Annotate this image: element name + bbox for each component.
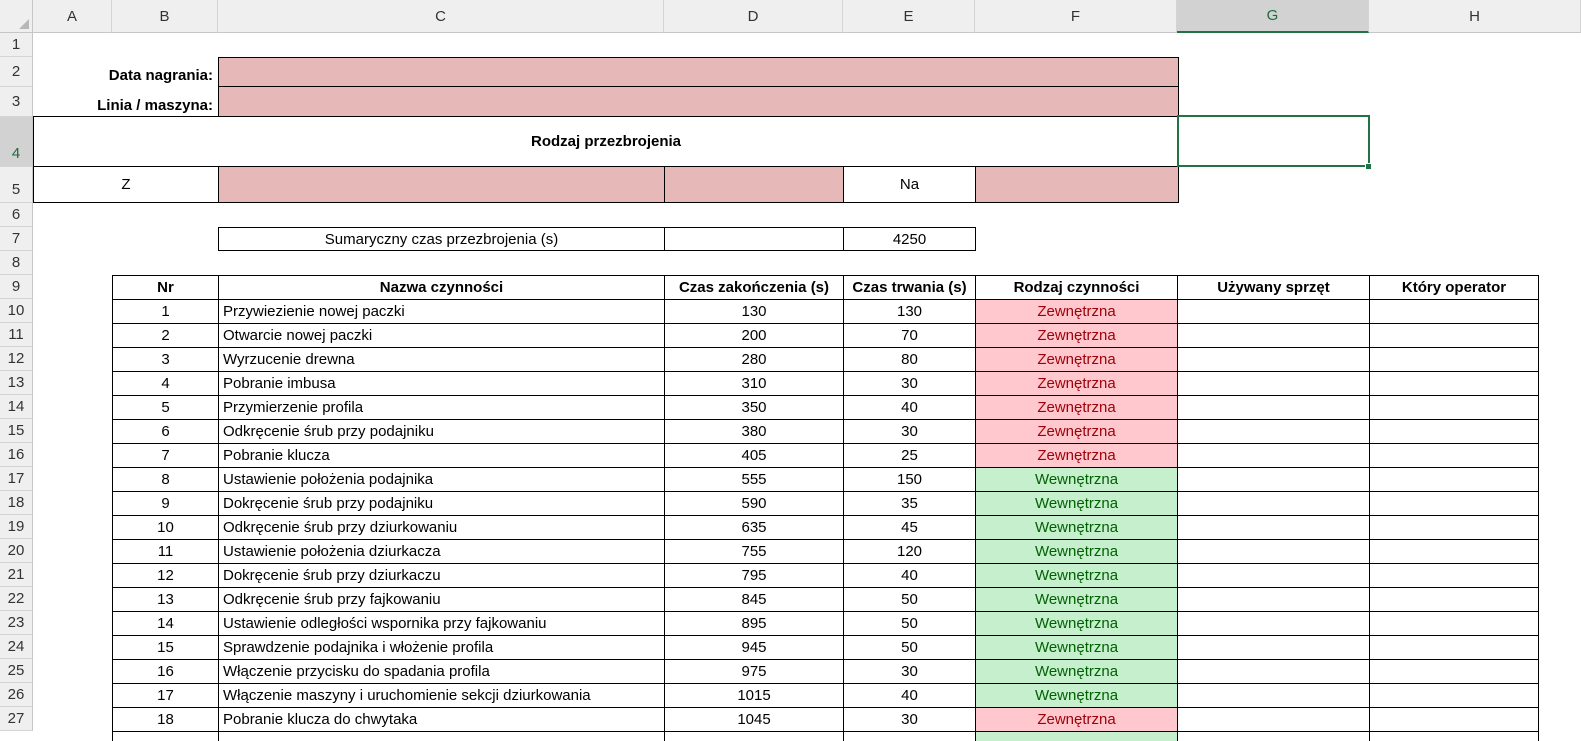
column-header-b[interactable]: B (112, 0, 218, 33)
row-header-10[interactable]: 10 (0, 299, 33, 323)
row-header-23[interactable]: 23 (0, 611, 33, 635)
summary-empty-cell[interactable] (664, 227, 844, 251)
column-header-g[interactable]: G (1177, 0, 1369, 33)
end-time[interactable]: 280 (664, 347, 844, 372)
activity-name[interactable]: Odkręcenie śrub przy podajniku (218, 419, 665, 444)
row-number[interactable]: 14 (112, 611, 219, 636)
table-row-partial[interactable] (218, 731, 665, 741)
row-header-2[interactable]: 2 (0, 57, 33, 87)
duration[interactable]: 40 (843, 563, 976, 588)
end-time[interactable]: 380 (664, 419, 844, 444)
row-number[interactable]: 6 (112, 419, 219, 444)
duration[interactable]: 50 (843, 611, 976, 636)
row-number[interactable]: 11 (112, 539, 219, 564)
equipment-cell[interactable] (1177, 395, 1370, 420)
end-time[interactable]: 845 (664, 587, 844, 612)
row-header-15[interactable]: 15 (0, 419, 33, 443)
row-header-11[interactable]: 11 (0, 323, 33, 347)
activity-type[interactable]: Wewnętrzna (975, 563, 1178, 588)
duration[interactable]: 70 (843, 323, 976, 348)
operator-cell[interactable] (1369, 347, 1539, 372)
row-number[interactable]: 3 (112, 347, 219, 372)
row-header-1[interactable]: 1 (0, 33, 33, 57)
equipment-cell[interactable] (1177, 635, 1370, 660)
from-input-cell[interactable] (218, 166, 665, 203)
operator-cell[interactable] (1369, 323, 1539, 348)
row-header-27[interactable]: 27 (0, 707, 33, 731)
operator-cell[interactable] (1369, 635, 1539, 660)
equipment-cell[interactable] (1177, 587, 1370, 612)
equipment-cell[interactable] (1177, 347, 1370, 372)
column-header-f[interactable]: F (975, 0, 1177, 33)
duration[interactable]: 50 (843, 635, 976, 660)
duration[interactable]: 150 (843, 467, 976, 492)
row-number[interactable]: 7 (112, 443, 219, 468)
equipment-cell[interactable] (1177, 707, 1370, 732)
end-time[interactable]: 350 (664, 395, 844, 420)
activity-type[interactable]: Zewnętrzna (975, 395, 1178, 420)
end-time[interactable]: 1015 (664, 683, 844, 708)
activity-name[interactable]: Ustawienie odległości wspornika przy fajkowaniu (218, 611, 665, 636)
row-number[interactable]: 8 (112, 467, 219, 492)
activity-name[interactable]: Odkręcenie śrub przy dziurkowaniu (218, 515, 665, 540)
duration[interactable]: 130 (843, 299, 976, 324)
equipment-cell[interactable] (1177, 443, 1370, 468)
operator-cell[interactable] (1369, 515, 1539, 540)
row-header-3[interactable]: 3 (0, 87, 33, 117)
activity-name[interactable]: Ustawienie położenia dziurkacza (218, 539, 665, 564)
equipment-cell[interactable] (1177, 515, 1370, 540)
activity-type[interactable]: Wewnętrzna (975, 611, 1178, 636)
table-header[interactable]: Używany sprzęt (1177, 275, 1370, 300)
row-number[interactable]: 17 (112, 683, 219, 708)
operator-cell[interactable] (1369, 299, 1539, 324)
from-extra-cell[interactable] (664, 166, 844, 203)
row-header-20[interactable]: 20 (0, 539, 33, 563)
table-header[interactable]: Nazwa czynności (218, 275, 665, 300)
row-header-7[interactable]: 7 (0, 227, 33, 251)
table-header[interactable]: Czas trwania (s) (843, 275, 976, 300)
row-header-18[interactable]: 18 (0, 491, 33, 515)
activity-type[interactable]: Wewnętrzna (975, 635, 1178, 660)
table-row-partial[interactable] (664, 731, 844, 741)
duration[interactable]: 40 (843, 395, 976, 420)
activity-name[interactable]: Pobranie imbusa (218, 371, 665, 396)
equipment-cell[interactable] (1177, 299, 1370, 324)
duration[interactable]: 50 (843, 587, 976, 612)
activity-name[interactable]: Włączenie maszyny i uruchomienie sekcji dziurkowania (218, 683, 665, 708)
summary-value[interactable]: 4250 (843, 227, 976, 251)
summary-label: Sumaryczny czas przezbrojenia (s) (218, 227, 665, 251)
row-number[interactable]: 5 (112, 395, 219, 420)
activity-type[interactable]: Wewnętrzna (975, 659, 1178, 684)
equipment-cell[interactable] (1177, 323, 1370, 348)
row-header-16[interactable]: 16 (0, 443, 33, 467)
table-row-partial[interactable] (1369, 731, 1539, 741)
duration[interactable]: 30 (843, 419, 976, 444)
activity-type[interactable]: Wewnętrzna (975, 539, 1178, 564)
row-number[interactable]: 15 (112, 635, 219, 660)
activity-type[interactable]: Wewnętrzna (975, 467, 1178, 492)
column-header-c[interactable]: C (218, 0, 664, 33)
activity-type[interactable]: Zewnętrzna (975, 419, 1178, 444)
row-header-21[interactable]: 21 (0, 563, 33, 587)
equipment-cell[interactable] (1177, 563, 1370, 588)
active-cell-g4[interactable] (1177, 115, 1370, 167)
fill-handle[interactable] (1365, 163, 1372, 170)
activity-type[interactable]: Wewnętrzna (975, 683, 1178, 708)
operator-cell[interactable] (1369, 683, 1539, 708)
date-label: Data nagrania: (108, 66, 213, 84)
row-header-17[interactable]: 17 (0, 467, 33, 491)
activity-name[interactable]: Dokręcenie śrub przy podajniku (218, 491, 665, 516)
row-header-14[interactable]: 14 (0, 395, 33, 419)
table-header[interactable]: Czas zakończenia (s) (664, 275, 844, 300)
activity-type[interactable]: Wewnętrzna (975, 587, 1178, 612)
duration[interactable]: 80 (843, 347, 976, 372)
changeover-title: Rodzaj przezbrojenia (33, 116, 1179, 167)
duration[interactable]: 45 (843, 515, 976, 540)
activity-name[interactable]: Pobranie klucza (218, 443, 665, 468)
row-header-9[interactable]: 9 (0, 275, 33, 299)
operator-cell[interactable] (1369, 587, 1539, 612)
end-time[interactable]: 635 (664, 515, 844, 540)
activity-name[interactable]: Włączenie przycisku do spadania profila (218, 659, 665, 684)
operator-cell[interactable] (1369, 611, 1539, 636)
activity-name[interactable]: Dokręcenie śrub przy dziurkaczu (218, 563, 665, 588)
activity-type[interactable]: Wewnętrzna (975, 515, 1178, 540)
end-time[interactable]: 310 (664, 371, 844, 396)
activity-name[interactable]: Przymierzenie profila (218, 395, 665, 420)
operator-cell[interactable] (1369, 371, 1539, 396)
duration[interactable]: 30 (843, 371, 976, 396)
duration[interactable]: 30 (843, 659, 976, 684)
row-number[interactable]: 18 (112, 707, 219, 732)
equipment-cell[interactable] (1177, 419, 1370, 444)
table-header[interactable]: Rodzaj czynności (975, 275, 1178, 300)
operator-cell[interactable] (1369, 539, 1539, 564)
equipment-cell[interactable] (1177, 491, 1370, 516)
activity-name[interactable]: Ustawienie położenia podajnika (218, 467, 665, 492)
duration[interactable]: 35 (843, 491, 976, 516)
row-header-19[interactable]: 19 (0, 515, 33, 539)
operator-cell[interactable] (1369, 443, 1539, 468)
select-all-corner[interactable] (0, 0, 33, 33)
equipment-cell[interactable] (1177, 611, 1370, 636)
date-input-cell[interactable] (218, 57, 1179, 87)
activity-type[interactable]: Zewnętrzna (975, 707, 1178, 732)
operator-cell[interactable] (1369, 707, 1539, 732)
end-time[interactable]: 945 (664, 635, 844, 660)
end-time[interactable]: 975 (664, 659, 844, 684)
table-row-partial[interactable] (112, 731, 219, 741)
operator-cell[interactable] (1369, 419, 1539, 444)
row-number[interactable]: 16 (112, 659, 219, 684)
line-input-cell[interactable] (218, 86, 1179, 117)
activity-name[interactable]: Pobranie klucza do chwytaka (218, 707, 665, 732)
activity-name[interactable]: Otwarcie nowej paczki (218, 323, 665, 348)
operator-cell[interactable] (1369, 659, 1539, 684)
table-header[interactable]: Nr (112, 275, 219, 300)
activity-type[interactable]: Zewnętrzna (975, 347, 1178, 372)
end-time[interactable]: 130 (664, 299, 844, 324)
activity-name[interactable]: Wyrzucenie drewna (218, 347, 665, 372)
operator-cell[interactable] (1369, 491, 1539, 516)
to-label: Na (843, 166, 976, 203)
line-label: Linia / maszyna: (97, 96, 213, 114)
operator-cell[interactable] (1369, 395, 1539, 420)
end-time[interactable]: 405 (664, 443, 844, 468)
table-header[interactable]: Który operator (1369, 275, 1539, 300)
end-time[interactable]: 795 (664, 563, 844, 588)
duration[interactable]: 120 (843, 539, 976, 564)
table-row-partial[interactable] (975, 731, 1178, 741)
column-header-e[interactable]: E (843, 0, 975, 33)
row-number[interactable]: 10 (112, 515, 219, 540)
row-number[interactable]: 9 (112, 491, 219, 516)
equipment-cell[interactable] (1177, 659, 1370, 684)
end-time[interactable]: 555 (664, 467, 844, 492)
activity-type[interactable]: Zewnętrzna (975, 443, 1178, 468)
activity-type[interactable]: Zewnętrzna (975, 371, 1178, 396)
from-label: Z (33, 166, 219, 203)
activity-name[interactable]: Sprawdzenie podajnika i włożenie profila (218, 635, 665, 660)
table-row-partial[interactable] (843, 731, 976, 741)
column-header-a[interactable]: A (33, 0, 112, 33)
end-time[interactable]: 200 (664, 323, 844, 348)
activity-type[interactable]: Wewnętrzna (975, 491, 1178, 516)
column-header-h[interactable]: H (1369, 0, 1581, 33)
activity-name[interactable]: Przywiezienie nowej paczki (218, 299, 665, 324)
duration[interactable]: 30 (843, 707, 976, 732)
end-time[interactable]: 1045 (664, 707, 844, 732)
row-number[interactable]: 13 (112, 587, 219, 612)
activity-type[interactable]: Zewnętrzna (975, 299, 1178, 324)
equipment-cell[interactable] (1177, 683, 1370, 708)
end-time[interactable]: 590 (664, 491, 844, 516)
row-header-4[interactable]: 4 (0, 117, 33, 167)
table-row-partial[interactable] (1177, 731, 1370, 741)
operator-cell[interactable] (1369, 563, 1539, 588)
equipment-cell[interactable] (1177, 371, 1370, 396)
duration[interactable]: 40 (843, 683, 976, 708)
equipment-cell[interactable] (1177, 467, 1370, 492)
end-time[interactable]: 895 (664, 611, 844, 636)
row-header-12[interactable]: 12 (0, 347, 33, 371)
row-header-13[interactable]: 13 (0, 371, 33, 395)
row-number[interactable]: 4 (112, 371, 219, 396)
activity-type[interactable]: Zewnętrzna (975, 323, 1178, 348)
column-header-d[interactable]: D (664, 0, 843, 33)
row-number[interactable]: 1 (112, 299, 219, 324)
row-header-24[interactable]: 24 (0, 635, 33, 659)
row-header-22[interactable]: 22 (0, 587, 33, 611)
to-input-cell[interactable] (975, 166, 1179, 203)
equipment-cell[interactable] (1177, 539, 1370, 564)
duration[interactable]: 25 (843, 443, 976, 468)
row-header-6[interactable]: 6 (0, 203, 33, 227)
operator-cell[interactable] (1369, 467, 1539, 492)
row-header-5[interactable]: 5 (0, 167, 33, 203)
end-time[interactable]: 755 (664, 539, 844, 564)
row-number[interactable]: 12 (112, 563, 219, 588)
row-header-25[interactable]: 25 (0, 659, 33, 683)
activity-name[interactable]: Odkręcenie śrub przy fajkowaniu (218, 587, 665, 612)
row-header-8[interactable]: 8 (0, 251, 33, 275)
row-header-26[interactable]: 26 (0, 683, 33, 707)
row-number[interactable]: 2 (112, 323, 219, 348)
